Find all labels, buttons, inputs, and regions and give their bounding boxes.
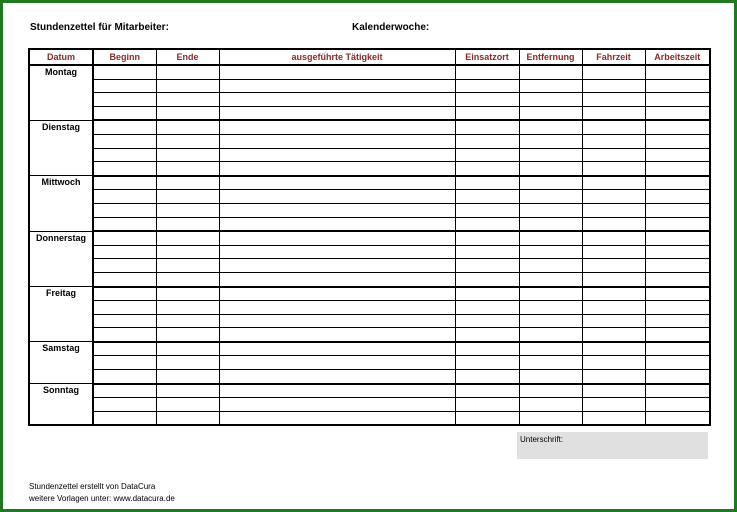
week-label: Kalenderwoche: [352, 22, 430, 33]
arbeitszeit-cell[interactable] [645, 79, 710, 93]
taetigkeit-cell[interactable] [219, 190, 455, 204]
table-row [29, 106, 710, 120]
fahrzeit-cell[interactable] [582, 328, 645, 342]
entfernung-cell[interactable] [519, 328, 582, 342]
ende-cell[interactable] [156, 231, 219, 245]
beginn-cell[interactable] [93, 162, 156, 176]
day-cell: Dienstag [29, 120, 93, 175]
beginn-cell[interactable] [93, 314, 156, 328]
einsatzort-cell[interactable] [455, 190, 519, 204]
beginn-cell[interactable] [93, 65, 156, 79]
ende-cell[interactable] [156, 342, 219, 356]
ende-cell[interactable] [156, 134, 219, 148]
ende-cell[interactable] [156, 259, 219, 273]
beginn-cell[interactable] [93, 259, 156, 273]
day-cell: Freitag [29, 287, 93, 342]
entfernung-cell[interactable] [519, 384, 582, 398]
fahrzeit-cell[interactable] [582, 231, 645, 245]
day-cell: Montag [29, 65, 93, 120]
fahrzeit-cell[interactable] [582, 370, 645, 384]
taetigkeit-cell[interactable] [219, 272, 455, 286]
beginn-cell[interactable] [93, 370, 156, 384]
entfernung-cell[interactable] [519, 134, 582, 148]
taetigkeit-cell[interactable] [219, 342, 455, 356]
arbeitszeit-cell[interactable] [645, 314, 710, 328]
table-row [29, 287, 710, 301]
taetigkeit-cell[interactable] [219, 328, 455, 342]
fahrzeit-cell[interactable] [582, 148, 645, 162]
fahrzeit-cell[interactable] [582, 79, 645, 93]
fahrzeit-cell[interactable] [582, 314, 645, 328]
arbeitszeit-cell[interactable] [645, 384, 710, 398]
einsatzort-cell[interactable] [455, 217, 519, 231]
arbeitszeit-cell[interactable] [645, 120, 710, 134]
table-row [29, 328, 710, 342]
einsatzort-cell[interactable] [455, 272, 519, 286]
ende-cell[interactable] [156, 217, 219, 231]
arbeitszeit-cell[interactable] [645, 106, 710, 120]
entfernung-cell[interactable] [519, 231, 582, 245]
taetigkeit-cell[interactable] [219, 259, 455, 273]
fahrzeit-cell[interactable] [582, 356, 645, 370]
beginn-cell[interactable] [93, 245, 156, 259]
ende-cell[interactable] [156, 245, 219, 259]
timesheet-body [29, 65, 710, 425]
col-header-entfernung: Entfernung [519, 49, 582, 65]
ende-cell[interactable] [156, 65, 219, 79]
beginn-cell[interactable] [93, 190, 156, 204]
arbeitszeit-cell[interactable] [645, 301, 710, 315]
entfernung-cell[interactable] [519, 148, 582, 162]
table-row [29, 134, 710, 148]
beginn-cell[interactable] [93, 231, 156, 245]
entfernung-cell[interactable] [519, 65, 582, 79]
arbeitszeit-cell[interactable] [645, 190, 710, 204]
entfernung-cell[interactable] [519, 93, 582, 107]
beginn-cell[interactable] [93, 120, 156, 134]
arbeitszeit-cell[interactable] [645, 203, 710, 217]
col-header-fahrzeit: Fahrzeit [582, 49, 645, 65]
entfernung-cell[interactable] [519, 190, 582, 204]
table-row [29, 148, 710, 162]
fahrzeit-cell[interactable] [582, 190, 645, 204]
beginn-cell[interactable] [93, 203, 156, 217]
taetigkeit-cell[interactable] [219, 79, 455, 93]
table-row [29, 272, 710, 286]
day-cell: Samstag [29, 342, 93, 384]
arbeitszeit-cell[interactable] [645, 272, 710, 286]
fahrzeit-cell[interactable] [582, 287, 645, 301]
fahrzeit-cell[interactable] [582, 203, 645, 217]
arbeitszeit-cell[interactable] [645, 370, 710, 384]
einsatzort-cell[interactable] [455, 120, 519, 134]
entfernung-cell[interactable] [519, 217, 582, 231]
einsatzort-cell[interactable] [455, 79, 519, 93]
col-header-beginn: Beginn [93, 49, 156, 65]
beginn-cell[interactable] [93, 106, 156, 120]
table-row [29, 398, 710, 412]
footer-link: weitere Vorlagen unter: www.datacura.de [29, 494, 175, 503]
fahrzeit-cell[interactable] [582, 176, 645, 190]
signature-label: Unterschrift: [520, 435, 564, 444]
taetigkeit-cell[interactable] [219, 370, 455, 384]
ende-cell[interactable] [156, 93, 219, 107]
table-row [29, 93, 710, 107]
table-row [29, 301, 710, 315]
day-cell: Donnerstag [29, 231, 93, 286]
entfernung-cell[interactable] [519, 287, 582, 301]
beginn-cell[interactable] [93, 356, 156, 370]
fahrzeit-cell[interactable] [582, 342, 645, 356]
arbeitszeit-cell[interactable] [645, 245, 710, 259]
beginn-cell[interactable] [93, 287, 156, 301]
fahrzeit-cell[interactable] [582, 301, 645, 315]
entfernung-cell[interactable] [519, 342, 582, 356]
entfernung-cell[interactable] [519, 79, 582, 93]
taetigkeit-cell[interactable] [219, 356, 455, 370]
employee-label: Stundenzettel für Mitarbeiter: [30, 22, 169, 33]
entfernung-cell[interactable] [519, 370, 582, 384]
arbeitszeit-cell[interactable] [645, 411, 710, 425]
col-header-datum: Datum [29, 49, 93, 65]
ende-cell[interactable] [156, 301, 219, 315]
arbeitszeit-cell[interactable] [645, 148, 710, 162]
ende-cell[interactable] [156, 384, 219, 398]
beginn-cell[interactable] [93, 411, 156, 425]
einsatzort-cell[interactable] [455, 314, 519, 328]
beginn-cell[interactable] [93, 148, 156, 162]
arbeitszeit-cell[interactable] [645, 342, 710, 356]
arbeitszeit-cell[interactable] [645, 356, 710, 370]
arbeitszeit-cell[interactable] [645, 398, 710, 412]
entfernung-cell[interactable] [519, 203, 582, 217]
einsatzort-cell[interactable] [455, 328, 519, 342]
ende-cell[interactable] [156, 190, 219, 204]
taetigkeit-cell[interactable] [219, 176, 455, 190]
taetigkeit-cell[interactable] [219, 65, 455, 79]
col-header-einsatzort: Einsatzort [455, 49, 519, 65]
einsatzort-cell[interactable] [455, 398, 519, 412]
header-row [29, 49, 710, 65]
entfernung-cell[interactable] [519, 314, 582, 328]
day-cell: Mittwoch [29, 176, 93, 231]
ende-cell[interactable] [156, 411, 219, 425]
table-row [29, 203, 710, 217]
beginn-cell[interactable] [93, 398, 156, 412]
einsatzort-cell[interactable] [455, 411, 519, 425]
ende-cell[interactable] [156, 79, 219, 93]
entfernung-cell[interactable] [519, 120, 582, 134]
einsatzort-cell[interactable] [455, 203, 519, 217]
entfernung-cell[interactable] [519, 301, 582, 315]
ende-cell[interactable] [156, 272, 219, 286]
einsatzort-cell[interactable] [455, 287, 519, 301]
beginn-cell[interactable] [93, 217, 156, 231]
taetigkeit-cell[interactable] [219, 106, 455, 120]
einsatzort-cell[interactable] [455, 176, 519, 190]
fahrzeit-cell[interactable] [582, 120, 645, 134]
table-row [29, 190, 710, 204]
ende-cell[interactable] [156, 314, 219, 328]
einsatzort-cell[interactable] [455, 148, 519, 162]
taetigkeit-cell[interactable] [219, 314, 455, 328]
table-row [29, 411, 710, 425]
einsatzort-cell[interactable] [455, 231, 519, 245]
table-row [29, 384, 710, 398]
table-row [29, 259, 710, 273]
arbeitszeit-cell[interactable] [645, 134, 710, 148]
ende-cell[interactable] [156, 120, 219, 134]
taetigkeit-cell[interactable] [219, 231, 455, 245]
entfernung-cell[interactable] [519, 398, 582, 412]
arbeitszeit-cell[interactable] [645, 176, 710, 190]
ende-cell[interactable] [156, 328, 219, 342]
fahrzeit-cell[interactable] [582, 162, 645, 176]
entfernung-cell[interactable] [519, 356, 582, 370]
arbeitszeit-cell[interactable] [645, 259, 710, 273]
ende-cell[interactable] [156, 162, 219, 176]
entfernung-cell[interactable] [519, 162, 582, 176]
einsatzort-cell[interactable] [455, 162, 519, 176]
taetigkeit-cell[interactable] [219, 301, 455, 315]
table-row [29, 65, 710, 79]
beginn-cell[interactable] [93, 384, 156, 398]
entfernung-cell[interactable] [519, 259, 582, 273]
einsatzort-cell[interactable] [455, 65, 519, 79]
beginn-cell[interactable] [93, 342, 156, 356]
taetigkeit-cell[interactable] [219, 217, 455, 231]
table-row [29, 342, 710, 356]
fahrzeit-cell[interactable] [582, 65, 645, 79]
fahrzeit-cell[interactable] [582, 259, 645, 273]
taetigkeit-cell[interactable] [219, 134, 455, 148]
taetigkeit-cell[interactable] [219, 411, 455, 425]
arbeitszeit-cell[interactable] [645, 231, 710, 245]
table-row [29, 314, 710, 328]
beginn-cell[interactable] [93, 79, 156, 93]
fahrzeit-cell[interactable] [582, 398, 645, 412]
einsatzort-cell[interactable] [455, 384, 519, 398]
einsatzort-cell[interactable] [455, 301, 519, 315]
ende-cell[interactable] [156, 287, 219, 301]
table-row [29, 162, 710, 176]
taetigkeit-cell[interactable] [219, 384, 455, 398]
table-row [29, 370, 710, 384]
entfernung-cell[interactable] [519, 106, 582, 120]
signature-field[interactable] [517, 432, 708, 459]
ende-cell[interactable] [156, 176, 219, 190]
einsatzort-cell[interactable] [455, 356, 519, 370]
table-row [29, 120, 710, 134]
table-row [29, 231, 710, 245]
col-header-ende: Ende [156, 49, 219, 65]
taetigkeit-cell[interactable] [219, 162, 455, 176]
beginn-cell[interactable] [93, 134, 156, 148]
table-row [29, 217, 710, 231]
taetigkeit-cell[interactable] [219, 398, 455, 412]
table-row [29, 176, 710, 190]
entfernung-cell[interactable] [519, 272, 582, 286]
footer-credit: Stundenzettel erstellt von DataCura [29, 482, 156, 491]
beginn-cell[interactable] [93, 176, 156, 190]
einsatzort-cell[interactable] [455, 259, 519, 273]
einsatzort-cell[interactable] [455, 245, 519, 259]
einsatzort-cell[interactable] [455, 93, 519, 107]
einsatzort-cell[interactable] [455, 106, 519, 120]
table-row [29, 356, 710, 370]
beginn-cell[interactable] [93, 93, 156, 107]
taetigkeit-cell[interactable] [219, 287, 455, 301]
beginn-cell[interactable] [93, 301, 156, 315]
fahrzeit-cell[interactable] [582, 106, 645, 120]
taetigkeit-cell[interactable] [219, 203, 455, 217]
ende-cell[interactable] [156, 356, 219, 370]
arbeitszeit-cell[interactable] [645, 328, 710, 342]
ende-cell[interactable] [156, 148, 219, 162]
arbeitszeit-cell[interactable] [645, 93, 710, 107]
col-header-arbeitszeit: Arbeitszeit [645, 49, 710, 65]
arbeitszeit-cell[interactable] [645, 217, 710, 231]
beginn-cell[interactable] [93, 328, 156, 342]
entfernung-cell[interactable] [519, 411, 582, 425]
timesheet-table [28, 48, 711, 426]
taetigkeit-cell[interactable] [219, 120, 455, 134]
fahrzeit-cell[interactable] [582, 134, 645, 148]
ende-cell[interactable] [156, 106, 219, 120]
fahrzeit-cell[interactable] [582, 384, 645, 398]
taetigkeit-cell[interactable] [219, 93, 455, 107]
fahrzeit-cell[interactable] [582, 93, 645, 107]
taetigkeit-cell[interactable] [219, 148, 455, 162]
entfernung-cell[interactable] [519, 176, 582, 190]
day-cell: Sonntag [29, 384, 93, 426]
table-row [29, 79, 710, 93]
beginn-cell[interactable] [93, 272, 156, 286]
col-header-taetigkeit: ausgeführte Tätigkeit [219, 49, 455, 65]
fahrzeit-cell[interactable] [582, 272, 645, 286]
table-row [29, 245, 710, 259]
einsatzort-cell[interactable] [455, 134, 519, 148]
taetigkeit-cell[interactable] [219, 245, 455, 259]
ende-cell[interactable] [156, 398, 219, 412]
arbeitszeit-cell[interactable] [645, 65, 710, 79]
fahrzeit-cell[interactable] [582, 217, 645, 231]
arbeitszeit-cell[interactable] [645, 287, 710, 301]
fahrzeit-cell[interactable] [582, 411, 645, 425]
ende-cell[interactable] [156, 370, 219, 384]
ende-cell[interactable] [156, 203, 219, 217]
einsatzort-cell[interactable] [455, 370, 519, 384]
fahrzeit-cell[interactable] [582, 245, 645, 259]
arbeitszeit-cell[interactable] [645, 162, 710, 176]
einsatzort-cell[interactable] [455, 342, 519, 356]
entfernung-cell[interactable] [519, 245, 582, 259]
